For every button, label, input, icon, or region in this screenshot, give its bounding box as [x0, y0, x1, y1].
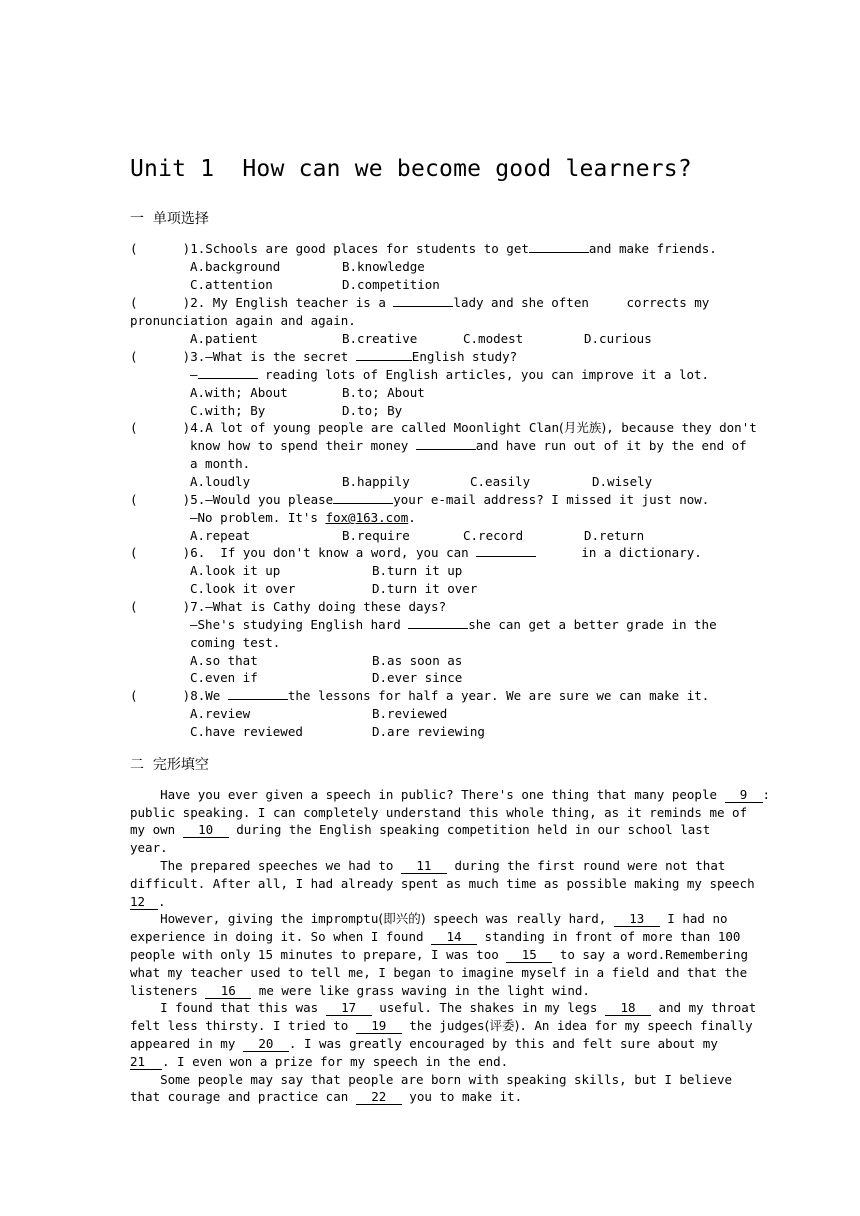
cloze-blank: 18 [605, 1001, 651, 1016]
question-3-stem-cont: — reading lots of English articles, you can improve it a lot. [190, 367, 710, 382]
option-c: C.look it over [190, 581, 296, 596]
cloze-line: what my teacher used to tell me, I began to imagine myself in a field and that the [130, 965, 748, 980]
option-c: C.record [463, 528, 524, 543]
cloze-line: I found that this was 17 useful. The shakes in my legs 18 and my throat [130, 1000, 757, 1015]
question-2-stem: ( )2. My English teacher is a lady and she often corrects my [130, 295, 710, 310]
question-4-stem: ( )4.A lot of young people are called Moonlight Clan(月光族), because they don't [130, 420, 757, 435]
cloze-line: experience in doing it. So when I found 14 standing in front of more than 100 [130, 929, 741, 944]
option-a: A.loudly [190, 474, 251, 489]
question-8-stem: ( )8.We the lessons for half a year. We are sure we can make it. [130, 688, 710, 703]
option-a: A.background [190, 259, 281, 274]
answer-paren: ( ) [130, 295, 191, 310]
cloze-blank: 14 [431, 930, 477, 945]
answer-paren: ( ) [130, 545, 191, 560]
cloze-line: that courage and practice can 22 you to make it. [130, 1089, 523, 1104]
question-6-stem: ( )6. If you don't know a word, you can in a dictionary. [130, 545, 702, 560]
cloze-blank: 13 [614, 912, 660, 927]
cloze-line: Some people may say that people are born with speaking skills, but I believe [130, 1072, 733, 1087]
question-7-stem: ( )7.—What is Cathy doing these days? [130, 599, 447, 614]
question-2-stem-cont: pronunciation again and again. [130, 313, 356, 328]
answer-paren: ( ) [130, 241, 191, 256]
option-b: B.reviewed [372, 706, 448, 721]
answer-blank [529, 240, 589, 253]
answer-blank [228, 687, 288, 700]
cloze-blank: 19 [356, 1019, 402, 1034]
cloze-line: public speaking. I can completely understand this whole thing, as it reminds me of [130, 805, 748, 820]
option-b: B.turn it up [372, 563, 463, 578]
option-d: D.competition [342, 277, 440, 292]
cloze-line: listeners 16 me were like grass waving in the light wind. [130, 983, 590, 998]
answer-paren: ( ) [130, 688, 191, 703]
section-heading-single-choice: 一 单项选择 [130, 211, 209, 227]
cloze-blank: 20 [243, 1037, 289, 1052]
cloze-line: my own 10 during the English speaking competition held in our school last [130, 822, 711, 837]
option-d: D.ever since [372, 670, 463, 685]
cloze-blank: 16 [205, 984, 251, 999]
cloze-line: appeared in my 20 . I was greatly encouraged by this and felt sure about my [130, 1036, 718, 1051]
option-a: A.with; About [190, 385, 288, 400]
option-c: C.have reviewed [190, 724, 303, 739]
option-d: D.wisely [592, 474, 653, 489]
option-c: C.easily [470, 474, 531, 489]
question-1-stem: ( )1.Schools are good places for students to get and make friends. [130, 241, 717, 256]
option-c: C.with; By [190, 403, 266, 418]
cloze-blank: 21 [130, 1055, 162, 1070]
option-d: D.return [584, 528, 645, 543]
section-heading-cloze: 二 完形填空 [130, 757, 209, 773]
answer-paren: ( ) [130, 492, 191, 507]
cloze-line: However, giving the impromptu(即兴的) speech was really hard, 13 I had no [130, 911, 728, 926]
cloze-blank: 11 [401, 859, 447, 874]
option-c: C.modest [463, 331, 524, 346]
answer-blank [476, 544, 536, 557]
cloze-line: felt less thirsty. I tried to 19 the judges(评委). An idea for my speech finally [130, 1018, 753, 1033]
answer-paren: ( ) [130, 599, 191, 614]
option-b: B.happily [342, 474, 410, 489]
cloze-blank: 9 [725, 788, 763, 803]
question-4-stem-cont: know how to spend their money and have run out of it by the end of [190, 438, 747, 453]
option-d: D.curious [584, 331, 652, 346]
answer-blank [356, 348, 412, 361]
option-d: D.are reviewing [372, 724, 485, 739]
email-link[interactable]: fox@163.com [325, 510, 409, 525]
option-b: B.require [342, 528, 410, 543]
option-c: C.even if [190, 670, 258, 685]
option-c: C.attention [190, 277, 273, 292]
page-title: Unit 1 How can we become good learners? [130, 156, 692, 182]
cloze-line: 21 . I even won a prize for my speech in the end. [130, 1054, 509, 1069]
answer-blank [333, 491, 393, 504]
cloze-blank: 22 [356, 1090, 402, 1105]
option-a: A.so that [190, 653, 258, 668]
answer-blank [416, 437, 476, 450]
option-d: D.turn it over [372, 581, 478, 596]
cloze-line: 12 . [130, 894, 166, 909]
option-b: B.knowledge [342, 259, 425, 274]
option-b: B.to; About [342, 385, 425, 400]
answer-blank [198, 366, 258, 379]
option-a: A.repeat [190, 528, 251, 543]
option-a: A.review [190, 706, 251, 721]
answer-paren: ( ) [130, 420, 191, 435]
question-7-stem-cont: —She's studying English hard she can get a better grade in the [190, 617, 717, 632]
cloze-line: people with only 15 minutes to prepare, I was too 15 to say a word.Remembering [130, 947, 748, 962]
answer-blank [408, 616, 468, 629]
option-a: A.look it up [190, 563, 281, 578]
option-b: B.as soon as [372, 653, 463, 668]
answer-paren: ( ) [130, 349, 191, 364]
cloze-line: Have you ever given a speech in public? There's one thing that many people 9 : [130, 787, 771, 802]
question-4-stem-cont2: a month. [190, 456, 251, 471]
cloze-blank: 15 [506, 948, 552, 963]
question-7-stem-cont2: coming test. [190, 635, 281, 650]
cloze-blank: 17 [326, 1001, 372, 1016]
answer-blank [393, 294, 453, 307]
question-3-stem: ( )3.—What is the secret English study? [130, 349, 518, 364]
cloze-blank: 10 [183, 823, 229, 838]
option-a: A.patient [190, 331, 258, 346]
cloze-line: difficult. After all, I had already spent as much time as possible making my speech [130, 876, 755, 891]
cloze-line: The prepared speeches we had to 11 during the first round were not that [130, 858, 726, 873]
question-5-stem: ( )5.—Would you please your e-mail address? I missed it just now. [130, 492, 710, 507]
cloze-blank: 12 [130, 895, 158, 910]
cloze-line: year. [130, 840, 168, 855]
question-5-stem-cont: —No problem. It's fox@163.com. [190, 510, 416, 525]
option-b: B.creative [342, 331, 418, 346]
option-d: D.to; By [342, 403, 403, 418]
